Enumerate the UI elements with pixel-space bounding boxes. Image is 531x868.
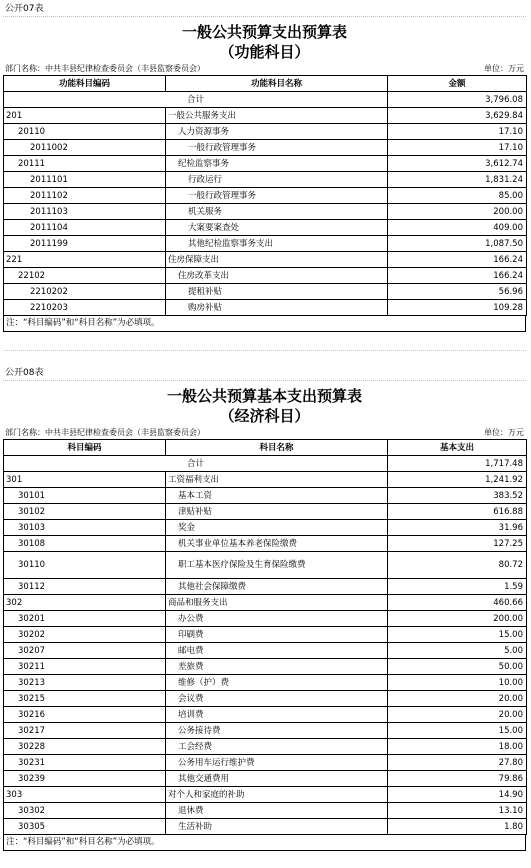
row-amount: 18.00 xyxy=(388,739,527,755)
row-amount: 200.00 xyxy=(388,611,527,627)
row-code: 301 xyxy=(4,472,166,488)
row-amount: 616.88 xyxy=(388,504,527,520)
row-amount: 17.10 xyxy=(388,124,527,140)
budget-table xyxy=(3,439,527,835)
table-row xyxy=(4,236,527,252)
table-row xyxy=(4,723,527,739)
column-header: 金额 xyxy=(388,76,527,92)
row-name: 邮电费 xyxy=(166,643,388,659)
table-row xyxy=(4,172,527,188)
row-name: 提租补贴 xyxy=(166,284,388,300)
row-code: 30228 xyxy=(4,739,166,755)
total-label: 合计 xyxy=(4,92,388,108)
row-code: 2011002 xyxy=(4,140,166,156)
row-amount: 13.10 xyxy=(388,803,527,819)
column-header: 功能科目编码 xyxy=(4,76,166,92)
row-code: 2210202 xyxy=(4,284,166,300)
row-amount: 50.00 xyxy=(388,659,527,675)
row-name: 培训费 xyxy=(166,707,388,723)
row-code: 2011199 xyxy=(4,236,166,252)
row-name: 机关服务 xyxy=(166,204,388,220)
total-value: 1,717.48 xyxy=(388,456,527,472)
budget-sheet-functional xyxy=(3,2,526,332)
row-name: 办公费 xyxy=(166,611,388,627)
table-row xyxy=(4,819,527,835)
row-amount: 56.96 xyxy=(388,284,527,300)
row-amount: 1,087.50 xyxy=(388,236,527,252)
table-row xyxy=(4,488,527,504)
row-name: 维修（护）费 xyxy=(166,675,388,691)
table-row xyxy=(4,536,527,552)
row-amount: 127.25 xyxy=(388,536,527,552)
row-code: 201 xyxy=(4,108,166,124)
table-row xyxy=(4,627,527,643)
row-name: 大案要案查处 xyxy=(166,220,388,236)
table-row xyxy=(4,140,527,156)
row-code: 30305 xyxy=(4,819,166,835)
row-name: 奖金 xyxy=(166,520,388,536)
header-row xyxy=(4,76,527,92)
table-row xyxy=(4,579,527,595)
table-row xyxy=(4,472,527,488)
row-amount: 3,629.84 xyxy=(388,108,527,124)
row-name: 基本工资 xyxy=(166,488,388,504)
table-row xyxy=(4,643,527,659)
row-name: 一般行政管理事务 xyxy=(166,140,388,156)
row-name: 其他交通费用 xyxy=(166,771,388,787)
row-code: 2011102 xyxy=(4,188,166,204)
table-row xyxy=(4,504,527,520)
table-row xyxy=(4,611,527,627)
row-name: 住房改革支出 xyxy=(166,268,388,284)
table-row xyxy=(4,124,527,140)
row-amount: 200.00 xyxy=(388,204,527,220)
column-header: 功能科目名称 xyxy=(166,76,388,92)
row-code: 30201 xyxy=(4,611,166,627)
row-amount: 460.66 xyxy=(388,595,527,611)
row-code: 221 xyxy=(4,252,166,268)
table-row xyxy=(4,300,527,316)
table-row xyxy=(4,284,527,300)
row-code: 30110 xyxy=(4,552,166,579)
row-code: 2011103 xyxy=(4,204,166,220)
row-code: 30239 xyxy=(4,771,166,787)
column-header: 科目编码 xyxy=(4,440,166,456)
row-name: 一般公共服务支出 xyxy=(166,108,388,124)
table-row xyxy=(4,707,527,723)
row-code: 30102 xyxy=(4,504,166,520)
table-row xyxy=(4,691,527,707)
row-amount: 1.80 xyxy=(388,819,527,835)
row-name: 会议费 xyxy=(166,691,388,707)
row-amount: 31.96 xyxy=(388,520,527,536)
row-amount: 5.00 xyxy=(388,643,527,659)
row-name: 人力资源事务 xyxy=(166,124,388,140)
table-row xyxy=(4,739,527,755)
row-name: 公务接待费 xyxy=(166,723,388,739)
row-name: 津贴补贴 xyxy=(166,504,388,520)
row-name: 职工基本医疗保险及生育保险缴费 xyxy=(166,552,388,579)
row-amount: 166.24 xyxy=(388,252,527,268)
row-code: 30231 xyxy=(4,755,166,771)
row-code: 30211 xyxy=(4,659,166,675)
budget-table xyxy=(3,75,527,316)
table-row xyxy=(4,803,527,819)
page-subtitle: （经济科目） xyxy=(219,407,310,425)
row-amount: 15.00 xyxy=(388,723,527,739)
row-amount: 1,831.24 xyxy=(388,172,527,188)
row-name: 纪检监察事务 xyxy=(166,156,388,172)
unit-label: 单位：万元 xyxy=(484,64,524,73)
row-name: 印刷费 xyxy=(166,627,388,643)
row-code: 30215 xyxy=(4,691,166,707)
row-name: 其他纪检监察事务支出 xyxy=(166,236,388,252)
row-code: 30207 xyxy=(4,643,166,659)
table-row xyxy=(4,204,527,220)
department-name: 部门名称：中共丰县纪律检查委员会（丰县监察委员会） xyxy=(5,428,205,437)
row-name: 机关事业单位基本养老保险缴费 xyxy=(166,536,388,552)
row-amount: 20.00 xyxy=(388,691,527,707)
table-label: 公开07表 xyxy=(3,2,526,17)
table-row xyxy=(4,595,527,611)
row-name: 退休费 xyxy=(166,803,388,819)
row-code: 30216 xyxy=(4,707,166,723)
row-code: 2011104 xyxy=(4,220,166,236)
row-amount: 17.10 xyxy=(388,140,527,156)
table-row xyxy=(4,520,527,536)
row-amount: 79.86 xyxy=(388,771,527,787)
row-amount: 109.28 xyxy=(388,300,527,316)
row-code: 30108 xyxy=(4,536,166,552)
column-header: 基本支出 xyxy=(388,440,527,456)
budget-sheet-economic xyxy=(3,366,526,851)
row-code: 303 xyxy=(4,787,166,803)
table-row xyxy=(4,787,527,803)
row-code: 30202 xyxy=(4,627,166,643)
table-row xyxy=(4,156,527,172)
table-row xyxy=(4,220,527,236)
table-row xyxy=(4,252,527,268)
row-code: 2210203 xyxy=(4,300,166,316)
meta-row xyxy=(3,427,526,439)
row-name: 购房补贴 xyxy=(166,300,388,316)
row-amount: 85.00 xyxy=(388,188,527,204)
row-name: 一般行政管理事务 xyxy=(166,188,388,204)
total-row xyxy=(4,92,527,108)
row-amount: 20.00 xyxy=(388,707,527,723)
table-row xyxy=(4,771,527,787)
footnote: 注：“科目编码”和“科目名称”为必填项。 xyxy=(3,316,526,332)
table-row xyxy=(4,268,527,284)
row-amount: 1,241.92 xyxy=(388,472,527,488)
row-code: 302 xyxy=(4,595,166,611)
table-row xyxy=(4,188,527,204)
row-amount: 1.59 xyxy=(388,579,527,595)
row-name: 行政运行 xyxy=(166,172,388,188)
total-row xyxy=(4,456,527,472)
row-code: 30112 xyxy=(4,579,166,595)
row-amount: 10.00 xyxy=(388,675,527,691)
row-name: 公务用车运行维护费 xyxy=(166,755,388,771)
row-code: 20111 xyxy=(4,156,166,172)
row-code: 2011101 xyxy=(4,172,166,188)
row-name: 住房保障支出 xyxy=(166,252,388,268)
row-code: 22102 xyxy=(4,268,166,284)
row-amount: 15.00 xyxy=(388,627,527,643)
page-title: 一般公共预算支出预算表 xyxy=(181,23,347,41)
row-name: 生活补助 xyxy=(166,819,388,835)
row-amount: 3,612.74 xyxy=(388,156,527,172)
header-row xyxy=(4,440,527,456)
row-name: 商品和服务支出 xyxy=(166,595,388,611)
row-code: 30101 xyxy=(4,488,166,504)
footnote: 注：“科目编码”和“科目名称”为必填项。 xyxy=(3,835,526,851)
row-amount: 14.90 xyxy=(388,787,527,803)
row-amount: 27.80 xyxy=(388,755,527,771)
row-code: 30213 xyxy=(4,675,166,691)
table-row xyxy=(4,755,527,771)
unit-label: 单位：万元 xyxy=(484,428,524,437)
row-name: 其他社会保障缴费 xyxy=(166,579,388,595)
column-header: 科目名称 xyxy=(166,440,388,456)
table-row xyxy=(4,659,527,675)
row-name: 工资福利支出 xyxy=(166,472,388,488)
row-amount: 80.72 xyxy=(388,552,527,579)
row-name: 差旅费 xyxy=(166,659,388,675)
meta-row xyxy=(3,63,526,75)
row-name: 对个人和家庭的补助 xyxy=(166,787,388,803)
row-code: 30217 xyxy=(4,723,166,739)
table-row xyxy=(4,552,527,579)
divider xyxy=(3,350,526,351)
table-row xyxy=(4,108,527,124)
row-code: 30103 xyxy=(4,520,166,536)
row-amount: 409.00 xyxy=(388,220,527,236)
page-subtitle: （功能科目） xyxy=(219,43,310,61)
department-name: 部门名称：中共丰县纪律检查委员会（丰县监察委员会） xyxy=(5,64,205,73)
page-title: 一般公共预算基本支出预算表 xyxy=(166,387,362,405)
row-code: 20110 xyxy=(4,124,166,140)
row-code: 30302 xyxy=(4,803,166,819)
row-amount: 166.24 xyxy=(388,268,527,284)
total-value: 3,796.08 xyxy=(388,92,527,108)
row-amount: 383.52 xyxy=(388,488,527,504)
row-name: 工会经费 xyxy=(166,739,388,755)
table-row xyxy=(4,675,527,691)
table-label: 公开08表 xyxy=(3,366,526,381)
total-label: 合计 xyxy=(4,456,388,472)
